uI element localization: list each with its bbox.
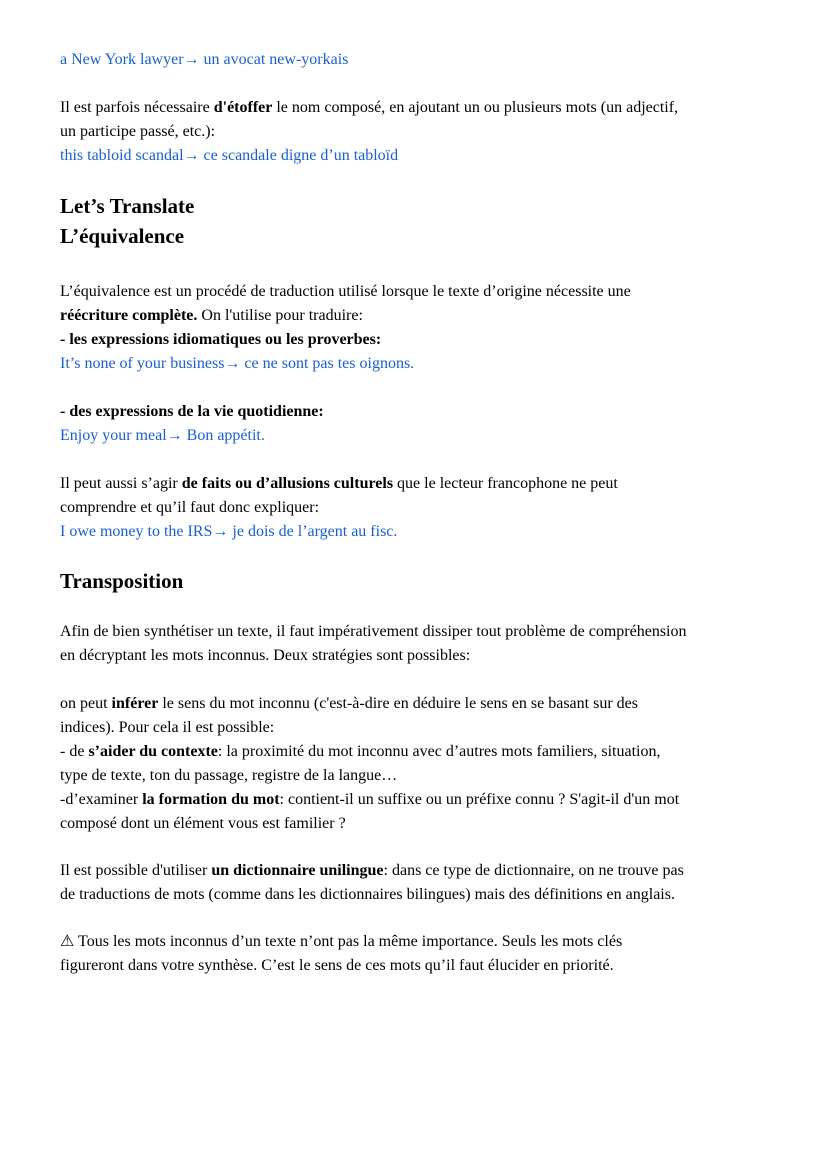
bold-text: - les expressions idiomatiques ou les proverbes:: [60, 331, 382, 348]
text-segment: Enjoy your meal→ Bon appétit.: [60, 427, 265, 444]
text-line: [60, 496, 319, 520]
example-line: [60, 352, 414, 376]
text-line: [60, 930, 622, 954]
text-segment: Il peut aussi s’agir: [60, 475, 182, 492]
text-line: [60, 764, 397, 788]
text-line: [60, 812, 346, 836]
text-segment: le sens du mot inconnu (c'est-à-dire en déduire le sens en se basant sur des: [158, 695, 638, 712]
text-segment: un participe passé, etc.):: [60, 123, 216, 140]
bold-text: réécriture complète.: [60, 307, 198, 324]
text-line: [60, 96, 678, 120]
text-segment: Il est possible d'utiliser: [60, 862, 212, 879]
bold-text: inférer: [111, 695, 159, 712]
text-line: [60, 120, 215, 144]
text-line: [60, 620, 687, 644]
text-segment: figureront dans votre synthèse. C’est le sens de ces mots qu’il faut élucider en priorité.: [60, 957, 614, 974]
text-segment: Il est parfois nécessaire: [60, 99, 214, 116]
text-line: [60, 328, 381, 352]
text-segment: this tabloid scandal→ ce scandale digne d’un tabloïd: [60, 147, 399, 164]
text-segment: Transposition: [60, 569, 184, 593]
text-segment: a New York lawyer→ un avocat new-yorkais: [60, 51, 349, 68]
text-segment: comprendre et qu’il faut donc expliquer:: [60, 499, 320, 516]
text-line: [60, 716, 274, 740]
text-segment: Let’s Translate: [60, 194, 195, 218]
text-segment: It’s none of your business→ ce ne sont pas tes oignons.: [60, 355, 415, 372]
text-segment: ⚠ Tous les mots inconnus d’un texte n’ont pas la même importance. Seuls les mots clés: [60, 933, 623, 950]
text-line: [60, 740, 660, 764]
text-segment: On l'utilise pour traduire:: [197, 307, 363, 324]
text-segment: : contient-il un suffixe ou un préfixe connu ? S'agit-il d'un mot: [279, 791, 680, 808]
bold-text: un dictionnaire unilingue: [211, 862, 384, 879]
text-line: [60, 692, 638, 716]
text-segment: type de texte, ton du passage, registre de la langue…: [60, 767, 398, 784]
text-line: [60, 304, 363, 328]
text-line: [60, 788, 679, 812]
bold-text: la formation du mot: [142, 791, 280, 808]
text-segment: on peut: [60, 695, 112, 712]
text-segment: le nom composé, en ajoutant un ou plusieurs mots (un adjectif,: [272, 99, 679, 116]
text-line: [60, 644, 470, 668]
text-segment: L’équivalence est un procédé de traduction utilisé lorsque le texte d’origine nécessite une: [60, 283, 631, 300]
section-heading: [60, 567, 183, 595]
text-segment: composé dont un élément vous est familier ?: [60, 815, 346, 832]
text-segment: de traductions de mots (comme dans les dictionnaires bilingues) mais des définitions en anglais.: [60, 886, 675, 903]
text-line: [60, 859, 684, 883]
text-segment: en décryptant les mots inconnus. Deux stratégies sont possibles:: [60, 647, 471, 664]
text-segment: I owe money to the IRS→ je dois de l’argent au fisc.: [60, 523, 398, 540]
example-line: [60, 48, 348, 72]
example-line: [60, 144, 398, 168]
text-segment: - de: [60, 743, 89, 760]
bold-text: d'étoffer: [213, 99, 273, 116]
text-segment: : la proximité du mot inconnu avec d’autres mots familiers, situation,: [217, 743, 661, 760]
text-line: [60, 400, 324, 424]
text-line: [60, 472, 618, 496]
section-heading: [60, 222, 184, 250]
bold-text: - des expressions de la vie quotidienne:: [60, 403, 324, 420]
bold-text: de faits ou d’allusions culturels: [181, 475, 394, 492]
text-segment: L’équivalence: [60, 224, 185, 248]
text-segment: Afin de bien synthétiser un texte, il faut impérativement dissiper tout problème de compréhension: [60, 623, 687, 640]
example-line: [60, 424, 265, 448]
text-segment: que le lecteur francophone ne peut: [393, 475, 618, 492]
text-line: [60, 883, 675, 907]
bold-text: s’aider du contexte: [88, 743, 218, 760]
example-line: [60, 520, 397, 544]
text-segment: -d’examiner: [60, 791, 143, 808]
text-segment: indices). Pour cela il est possible:: [60, 719, 275, 736]
section-heading: [60, 192, 194, 220]
text-line: [60, 954, 614, 978]
text-line: [60, 280, 631, 304]
text-segment: : dans ce type de dictionnaire, on ne trouve pas: [383, 862, 684, 879]
